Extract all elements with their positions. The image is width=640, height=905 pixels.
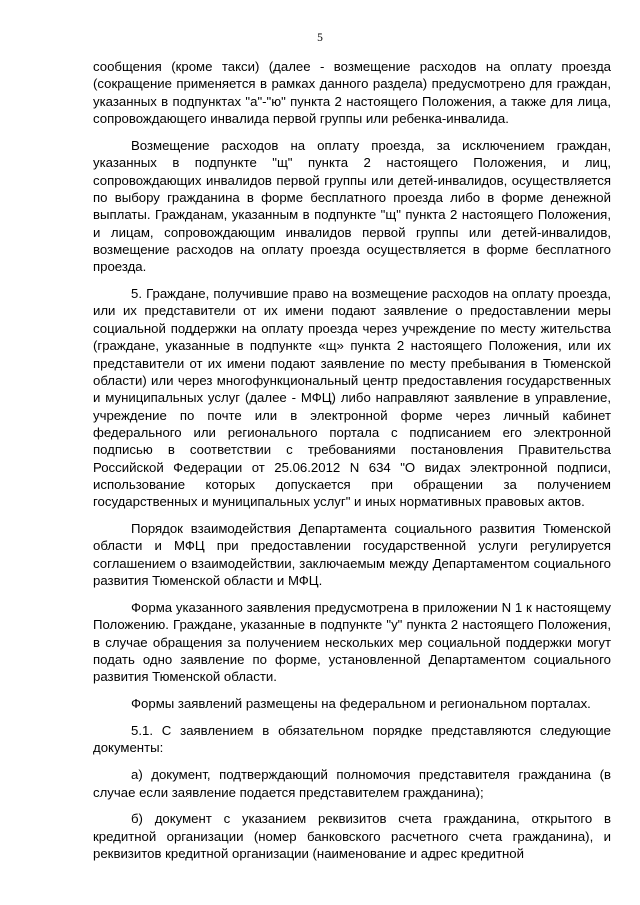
paragraph-continuation: сообщения (кроме такси) (далее - возмещение расходов на оплату проезда (сокращение применяется в рамках данного раздела) предусмотрено для граждан, указанных в подпунктах "а"-"ю" пункта 2 настоящего Положения, а также для лица, сопровождающего инвалида первой группы или ребенка-инвалида. [93,59,611,127]
paragraph-item-5-1: 5.1. С заявлением в обязательном порядке представляются следующие документы: [93,723,611,756]
paragraph-gap [93,589,611,599]
paragraph-forms-posted: Формы заявлений размещены на федеральном и региональном порталах. [131,696,591,712]
paragraph-gap [93,127,611,137]
paragraph-gap [93,276,611,286]
paragraph-interaction-procedure: Порядок взаимодействия Департамента социального развития Тюменской области и МФЦ при предоставлении государственной услуги регулируется соглашением о взаимодействии, заключаемым между Департаментом социального развития Тюменской области и МФЦ. [93,521,611,589]
page-number: 5 [317,32,323,44]
paragraph-application-form: Форма указанного заявления предусмотрена в приложении N 1 к настоящему Положению. Граждане, указанные в подпункте "у" пункта 2 настоящего Положения, в случае обращения за получением нескольких мер социальной поддержки могут подать одно заявление по форме, установленной Департаментом социального развития Тюменской области. [93,599,611,685]
paragraph-reimbursement-form: Возмещение расходов на оплату проезда, за исключением граждан, указанных в подпункте "щ" пункта 2 настоящего Положения, и лиц, сопровождающих инвалидов первой группы или детей-инвалидов, осуществляется по выбору гражданина в форме бесплатного проезда либо в форме денежной выплаты. Гражданам, указанным в подпункте "щ" пункта 2 настоящего Положения, и лицам, сопровождающим инвалидов первой группы или детей-инвалидов, возмещение расходов на оплату проезда осуществляется в форме бесплатного проезда. [93,137,611,275]
paragraph-subitem-b: б) документ с указанием реквизитов счета гражданина, открытого в кредитной организации (номер банковского расчетного счета гражданина), и реквизитов кредитной организации (наименование и адрес кредитной [93,811,611,862]
paragraph-gap [93,713,611,723]
paragraph-subitem-a: а) документ, подтверждающий полномочия представителя гражданина (в случае если заявление подается представителем гражданина); [93,767,611,800]
paragraph-gap [93,686,611,696]
paragraph-gap [93,757,611,767]
paragraph-gap [93,511,611,521]
document-body [93,58,611,862]
paragraph-gap [93,801,611,811]
paragraph-item-5: 5. Граждане, получившие право на возмещение расходов на оплату проезда, или их представители от их имени подают заявление о предоставлении меры социальной поддержки на оплату проезда через учреждение по месту жительства (граждане, указанные в подпункте «щ» пункта 2 настоящего Положения, или их представители от их имени подают заявление по месту пребывания в Тюменской области) или через многофункциональный центр предоставления государственных и муниципальных услуг (далее - МФЦ) либо направляют заявление в управление, учреждение по почте или в электронной форме через личный кабинет федерального или регионального портала с подписанием его электронной подписью в соответствии с требованиями постановления Правительства Российской Федерации от 25.06.2012 N 634 "О видах электронной подписи, использование которых допускается при обращении за получением государственных и муниципальных услуг" и иных нормативных правовых актов. [93,286,611,510]
